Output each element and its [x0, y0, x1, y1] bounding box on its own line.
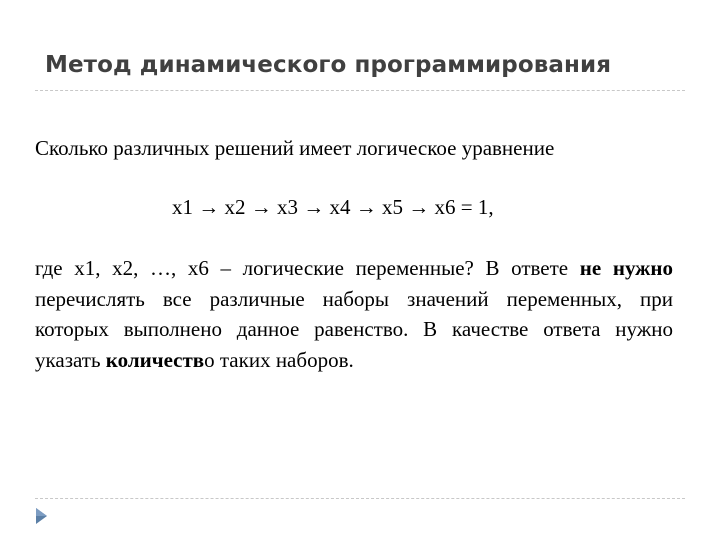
triangle-right-icon[interactable] — [33, 505, 49, 527]
paragraph-text-3: о таких наборов. — [204, 347, 354, 372]
equation-text: x1 → x2 → x3 → x4 → x5 → x6 = 1, — [172, 195, 494, 219]
paragraph-emphasis-quantity: количеств — [105, 347, 205, 372]
paragraph-text-1: где x1, x2, …, x6 – логические переменные? В ответе — [35, 256, 580, 280]
slide-title: Метод динамического программирования — [45, 52, 612, 78]
paragraph-emphasis-not-needed: не нужно — [579, 256, 673, 280]
paragraph-text-2: перечислять все различные наборы значений переменных, при которых выполнено данное равенство. В качестве ответа нужно указать — [35, 286, 673, 372]
question-text: Сколько различных решений имеет логическое уравнение — [35, 136, 555, 160]
task-paragraph — [35, 253, 673, 375]
footer-divider — [35, 498, 685, 499]
title-divider — [35, 90, 685, 91]
